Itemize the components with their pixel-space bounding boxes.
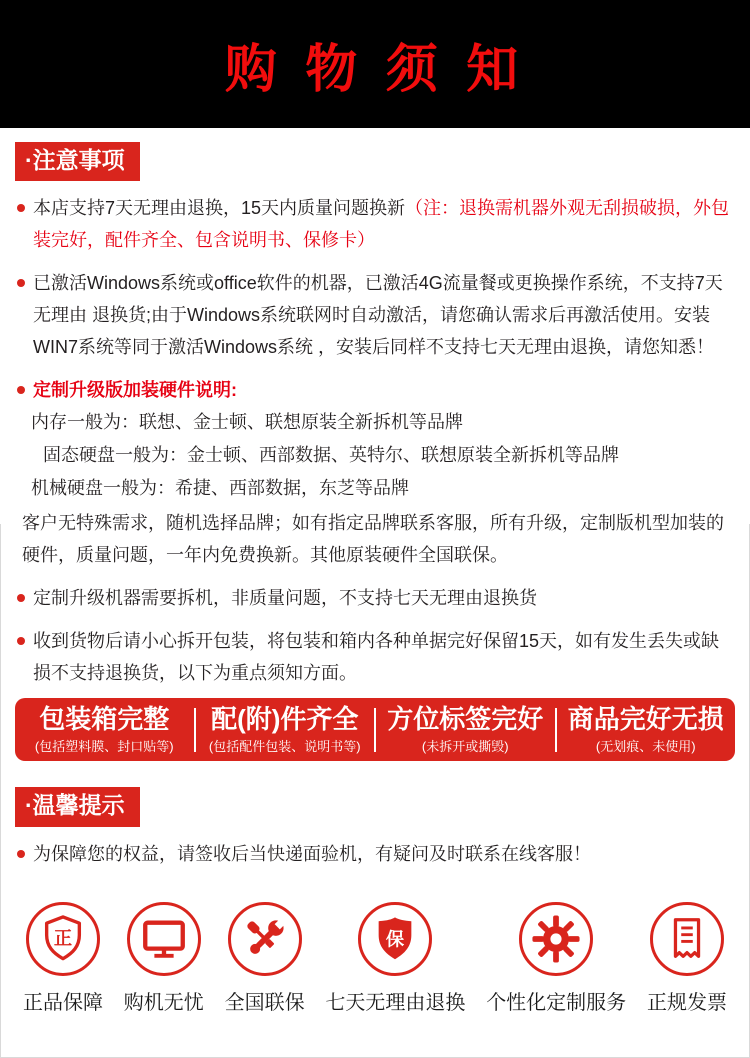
hardware-line-hdd: 机械硬盘一般为：希捷、西部数据，东芝等品牌 [31,478,409,499]
service-label: 个性化定制服务 [486,991,627,1014]
guarantee-title: 包装箱完整 [39,703,170,734]
notice-text-black: 本店支持7天无理由退换，15天内质量问题换新 [33,198,406,219]
brand-selection-paragraph: 客户无特殊需求，随机选择品牌；如有指定品牌联系客服，所有升级，定制版机型加装的硬件，质量问题，一年内免费换新。其他原装硬件全国联保。 [22,513,724,566]
service-label: 正品保障 [23,991,103,1014]
bullet-dot-icon [17,386,25,394]
svg-text:正: 正 [53,926,73,948]
notice-text: 收到货物后请小心拆开包装，将包装和箱内各种单据完好保留15天，如有发生丢失或缺损不支持退换货，以下为重点须知方面。 [33,631,720,684]
notice-item-return-policy [15,192,735,256]
shield-zheng-icon [26,902,100,976]
guarantee-subtitle: (无划痕、未使用) [595,738,696,754]
guarantee-box-condition [557,703,736,757]
bullet-dot-icon [17,637,25,645]
guarantee-subtitle: (未拆开或撕毁) [421,738,509,754]
gear-icon [519,902,593,976]
bullet-dot-icon [17,594,25,602]
notice-item-activation [15,267,735,363]
service-label: 正规发票 [646,991,727,1014]
notice-content [0,128,750,1015]
service-icons-row [15,902,735,1015]
tools-icon [228,902,302,976]
service-label: 购机无忧 [123,991,204,1014]
hardware-line-ssd: 固态硬盘一般为：金士顿、西部数据、英特尔、联想原装全新拆机等品牌 [43,445,619,466]
bullet-dot-icon [17,204,25,212]
notice-text: 定制升级机器需要拆机，非质量问题，不支持七天无理由退换货 [33,588,537,609]
guarantee-box-accessories [196,703,375,757]
service-customization [486,902,626,1015]
tips-badge: ·温馨提示 [15,787,140,826]
tips-text: 为保障您的权益，请签收后当快递面验机，有疑问及时联系在线客服！ [33,843,591,864]
tips-item-inspection [15,838,735,870]
guarantee-title: 方位标签完好 [387,703,544,734]
service-label: 七天无理由退换 [325,991,466,1014]
notice-item-hardware-heading [15,374,735,406]
attention-badge: ·注意事项 [15,142,140,181]
guarantee-bar [15,698,735,761]
service-seven-day-return [325,902,465,1015]
page-header [0,0,750,128]
notice-text: 已激活Windows系统或office软件的机器，已激活4G流量餐或更换操作系统，不支持7天无理由 退换货;由于Windows系统联网时自动激活，请您确认需求后再激活使用。安装WIN7系统等同于激活Windows系统 ，安装后同样不支持七天无理由退换，请您知悉！ [33,273,723,358]
guarantee-title: 商品完好无损 [567,703,724,734]
guarantee-box-packaging [15,703,194,757]
service-national-warranty [225,902,305,1015]
svg-text:保: 保 [386,927,405,949]
bullet-dot-icon [17,279,25,287]
notice-text-red: （注：退换需机器外观无刮损破损，外包装完好，配件齐全、包含说明书、保修卡） [33,198,730,251]
guarantee-subtitle: (包括塑料膜、封口贴等) [34,738,174,754]
hardware-line-memory: 内存一般为：联想、金士顿、联想原装全新拆机等品牌 [31,412,463,433]
notice-item-unboxing [15,625,735,689]
guarantee-title: 配(附)件齐全 [211,703,359,734]
guarantee-subtitle: (包括配件包装、说明书等) [208,738,361,754]
service-authenticity [23,902,103,1015]
service-label: 全国联保 [224,991,305,1014]
notice-text: 定制升级版加装硬件说明: [33,380,237,401]
service-worry-free [124,902,204,1015]
monitor-icon [127,902,201,976]
receipt-icon [650,902,724,976]
page-title: 购 物 须 知 [224,40,526,99]
guarantee-box-labels [376,703,555,757]
notice-item-disassembly [15,582,735,614]
bullet-dot-icon [17,850,25,858]
shield-bao-icon [358,902,432,976]
service-invoice [647,902,727,1015]
notice-text [33,192,735,256]
